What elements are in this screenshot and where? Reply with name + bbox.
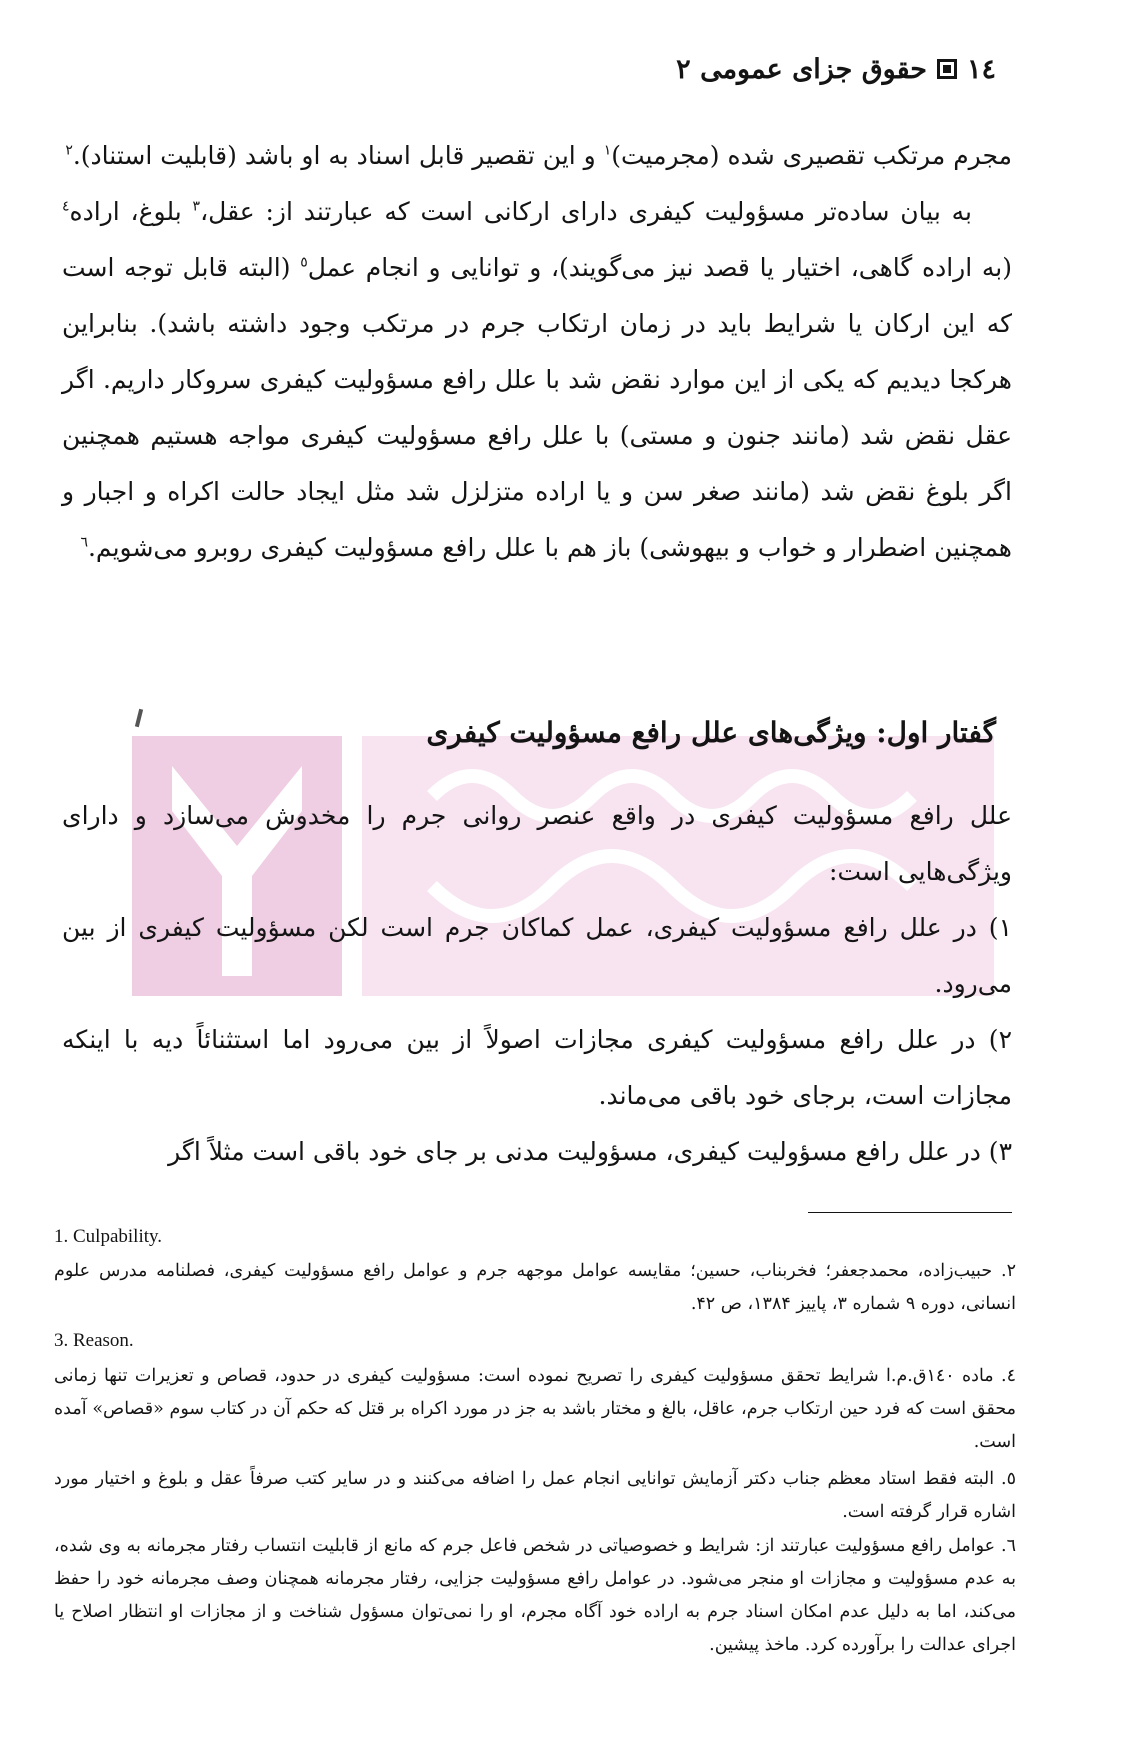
page-header (676, 54, 996, 85)
footnote-divider (808, 1212, 1012, 1213)
section-body (62, 788, 1012, 1180)
footnote-1: 1. Culpability. (54, 1226, 163, 1247)
paragraph-1: مجرم مرتکب تقصیری شده (مجرمیت)$^١$ و این تقصیر قابل اسناد به او باشد (قابلیت استناد).$^٢$ (65, 141, 1012, 170)
list-item: ۱) در علل رافع مسؤولیت کیفری، عمل کماکان جرم است لکن مسؤولیت کیفری از بین می‌رود. (62, 913, 1012, 998)
stray-mark (135, 709, 143, 727)
footnote-3: 3. Reason. (54, 1330, 134, 1351)
list-item: ۳) در علل رافع مسؤولیت کیفری، مسؤولیت مدنی بر جای خود باقی است مثلاً اگر (168, 1137, 1012, 1166)
footnote-2: ۲. حبیب‌زاده، محمدجعفر؛ فخربناب، حسین؛ مقایسه عوامل موجهه جرم و عوامل رافع مسؤولیت کیفری، فصلنامه مدرس علوم انسانی، دوره ۹ شماره ۳، پاییز ۱۳۸۴، ص ۴۲. (54, 1261, 1016, 1314)
page-number: ١٤ (966, 54, 996, 85)
section-intro: علل رافع مسؤولیت کیفری در واقع عنصر روانی جرم را مخدوش می‌سازد و دارای ویژگی‌هایی است: (62, 801, 1012, 886)
footnote-4: ٤. ماده ١٤٠ق.م.ا شرایط تحقق مسؤولیت کیفری را تصریح نموده است: مسؤولیت کیفری در حدود، قصاص و تعزیرات تنها زمانی محقق است که فرد حین ارتکاب جرم، عاقل، بالغ و مختار باشد به جز در مورد اکراه بر قتل که حکم آن در کتاب سوم «قصاص» آمده است. (54, 1366, 1017, 1452)
main-text (62, 128, 1012, 576)
paragraph-2: به بیان ساده‌تر مسؤولیت کیفری دارای ارکانی است که عبارتند از: عقل،$^٣$ بلوغ، اراده$^٤$ (به اراده گاهی، اختیار یا قصد نیز می‌گویند)، و توانایی و انجام عمل$^٥$ (البته قابل توجه است که این ارکان یا شرایط باید در زمان ارتکاب جرم در مرتکب وجود داشته باشد). بنابراین هرکجا دیدیم که یکی از این موارد نقض شد با علل رافع مسؤولیت کیفری سروکار داریم. اگر عقل نقض شد (مانند جنون و مستی) با علل رافع مسؤولیت کیفری مواجه هستیم همچنین اگر بلوغ نقض شد (مانند صغر سن و یا اراده متزلزل شد مثل ایجاد حالت اکراه و اجبار و همچنین اضطرار و خواب و بیهوشی) باز هم با علل رافع مسؤولیت کیفری روبرو می‌شویم.$^٦$ (62, 197, 1012, 562)
book-title: حقوق جزای عمومی ۲ (676, 54, 927, 85)
footnote-6: ٦. عوامل رافع مسؤولیت عبارتند از: شرایط و خصوصیاتی در شخص فاعل جرم که مانع از قابلیت انتساب رفتار مجرمانه به وی شده، به عدم مسؤولیت و مجازات او منجر می‌شود. در عوامل رافع مسؤولیت جزایی، رفتار مجرمانه همچنان وصف مجرمانه خود را حفظ می‌کند، اما به دلیل عدم امکان اسناد جرم به اراده خود آگاه مجرم، او را نمی‌توان مسؤول شناخت و از مجازات او انتظار اصلاح یا اجرای عدالت را برآورده کرد. ماخذ پیشین. (54, 1536, 1016, 1655)
section-heading: گفتار اول: ویژگی‌های علل رافع مسؤولیت کیفری (426, 716, 996, 749)
footnote-5: ٥. البته فقط استاد معظم جناب دکتر آزمایش توانایی انجام عمل را اضافه می‌کنند و در سایر کتب صرفاً عقل و بلوغ و اختیار مورد اشاره قرار گرفته است. (54, 1469, 1016, 1522)
list-item: ۲) در علل رافع مسؤولیت کیفری مجازات اصولاً از بین می‌رود اما استثنائاً دیه با اینکه مجازات است، برجای خود باقی می‌ماند. (62, 1025, 1012, 1110)
square-bullet-icon (937, 59, 957, 79)
